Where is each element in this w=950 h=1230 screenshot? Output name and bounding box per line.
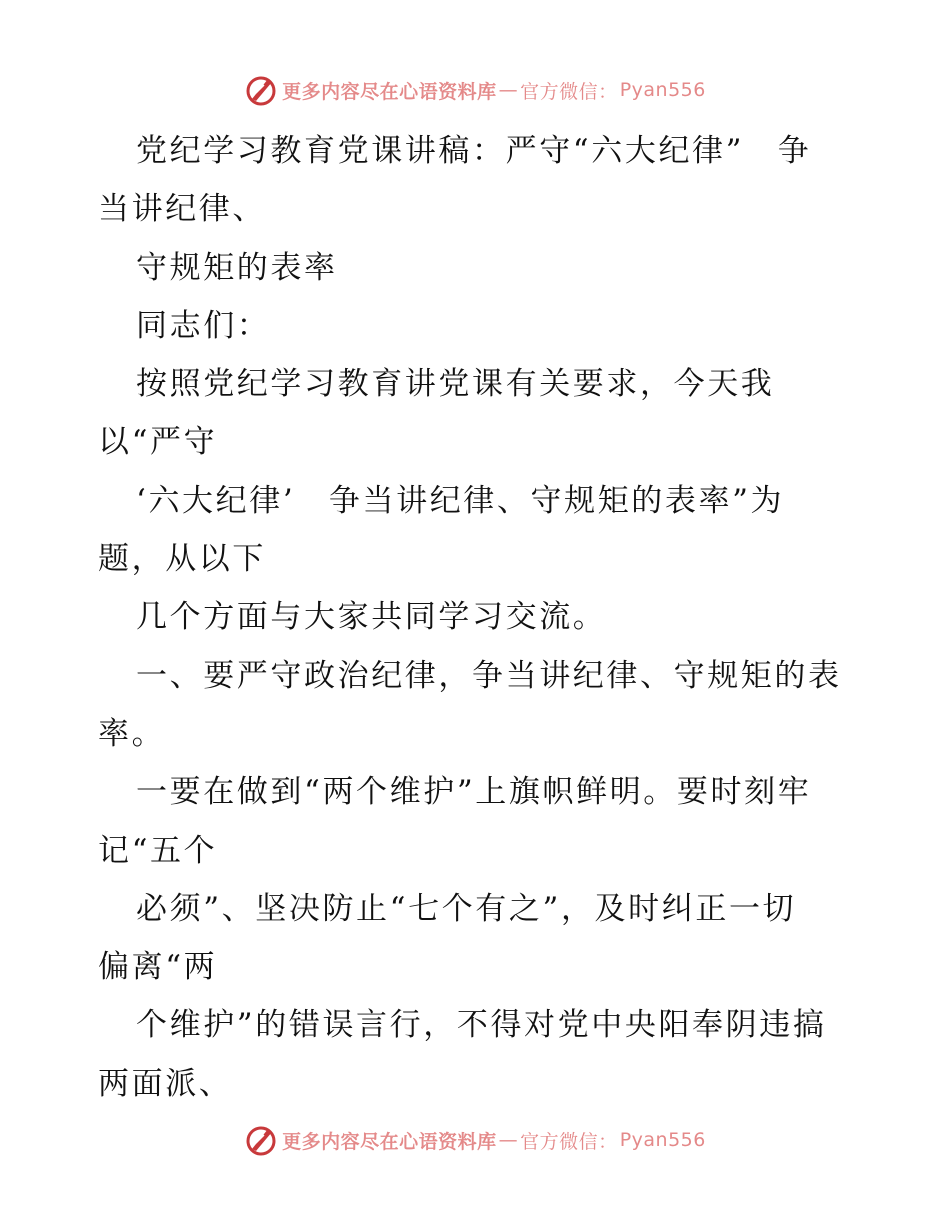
text-line: 记“五个	[98, 832, 218, 869]
text-line: 率。	[98, 715, 166, 752]
quill-logo-icon	[244, 1123, 278, 1157]
watermark-main-text: 更多内容尽在心语资料库	[282, 1130, 497, 1153]
text-line: 个维护”的错误言行，不得对党中央阳奉阴违搞	[136, 1007, 827, 1044]
watermark-wechat-id: Pyan556	[619, 79, 706, 101]
watermark-dash: —	[498, 1129, 519, 1151]
text-line: 两面派、	[98, 1065, 233, 1102]
watermark-sub-text: 官方微信：	[520, 80, 618, 103]
watermark-sub-text: 官方微信：	[520, 1130, 618, 1153]
text-line: 一、要严守政治纪律，争当讲纪律、守规矩的表	[136, 657, 842, 694]
watermark-wechat-id: Pyan556	[619, 1129, 706, 1151]
text-line: 守规矩的表率	[136, 249, 338, 286]
watermark-main-text: 更多内容尽在心语资料库	[282, 80, 497, 103]
text-line: 同志们：	[136, 307, 271, 344]
watermark-dash: —	[498, 79, 519, 101]
text-line: 党纪学习教育党课讲稿：严守“六大纪律” 争	[136, 133, 812, 169]
document-body	[98, 122, 858, 1113]
header-watermark	[0, 70, 950, 110]
text-line: 偏离“两	[98, 949, 218, 986]
text-line: 一要在做到“两个维护”上旗帜鲜明。要时刻牢	[136, 774, 812, 811]
footer-watermark	[0, 1120, 950, 1160]
text-line: 必须”、坚决防止“七个有之”，及时纠正一切	[136, 890, 797, 927]
text-line: 当讲纪律、	[98, 191, 266, 228]
quill-logo-icon	[244, 73, 278, 107]
text-line: 以“严守	[98, 424, 218, 461]
text-line: 题，从以下	[98, 541, 266, 578]
text-line: 几个方面与大家共同学习交流。	[136, 599, 607, 636]
text-line: 按照党纪学习教育讲党课有关要求，今天我	[136, 366, 775, 403]
text-line: ‘六大纪律’ 争当讲纪律、守规矩的表率”为	[136, 482, 785, 519]
